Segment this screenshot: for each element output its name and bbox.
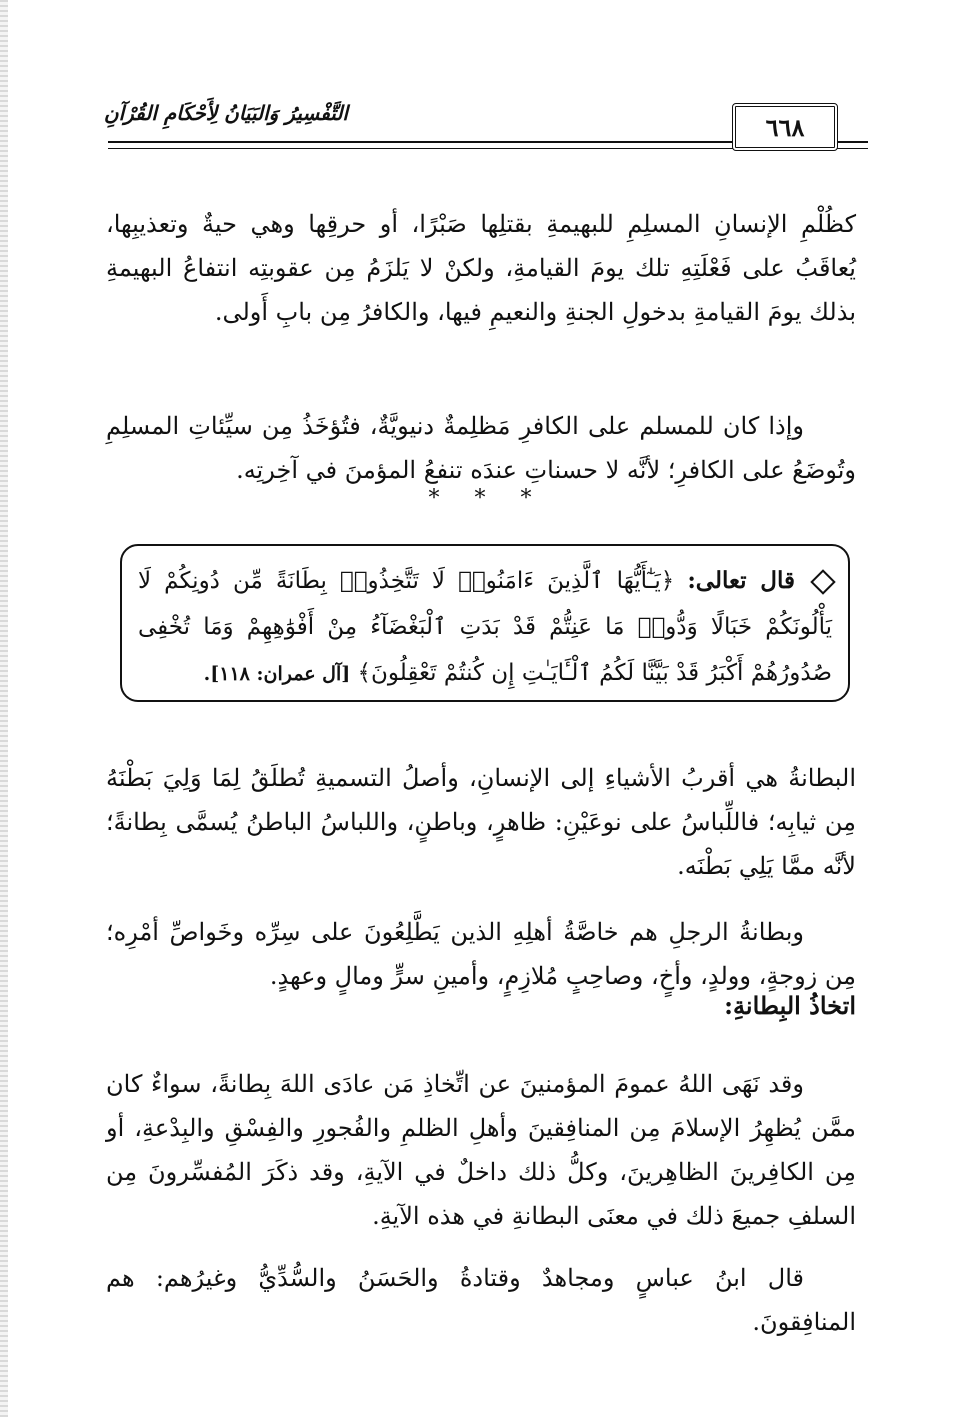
- section-heading: اتخاذُ البِطانةِ:: [724, 991, 856, 1020]
- paragraph-3: البطانةُ هي أقربُ الأشياءِ إلى الإنسانِ، وأصلُ التسميةِ تُطلَقُ لِمَا وَلِيَ بَطْنَهُ مِن ثيابِه؛ فاللِّباسُ على نوعَيْنِ: ظاهرٍ، وباطنٍ، واللباسُ الباطنُ يُسمَّى بِطانةً؛ لأنَّه ممَّا يَلِي بَطْنَه.: [106, 764, 856, 880]
- paragraph-2: وإذا كان للمسلم على الكافرِ مَظلِمةٌ دنيويَّةٌ، فتُؤخَذُ مِن سيِّئاتِ المسلِمِ وتُوضَعُ على الكافرِ؛ لأنَّه لا حسناتِ عندَه تنفعُ المؤمنَ في آخِرتِه.: [106, 412, 856, 484]
- paragraph-1: كظُلْمِ الإنسانِ المسلِمِ للبهيمةِ بقتلِها صَبْرًا، أو حرقِها وهي حيةٌ وتعذيبِها، يُعاقَبُ على فَعْلَتِهِ تلك يومَ القيامةِ، ولكنْ لا يَلزَمُ مِن عقوبتِه انتفاعُ البهيمةِ بذلك يومَ القيامةِ بدخولِ الجنةِ والنعيمِ فيها، والكافرُ مِن بابِ أَولى.: [106, 210, 856, 326]
- book-title: التَّفْسِيرُ وَالبَيَانُ لِأَحْكَامِ القُرْآنِ: [103, 101, 348, 125]
- page-number-box: [732, 103, 838, 151]
- paragraph-4: وبطانةُ الرجلِ هم خاصَّةُ أهلِهِ الذين يَطَّلِعُونَ على سِرِّه وخَواصِّ أمْرِه؛ مِن زوجةٍ، وولدٍ، وأخٍ، وصاحِبٍ مُلازِمٍ، وأمينِ سرٍّ ومالٍ وعهدٍ.: [106, 918, 856, 990]
- verse-text: ﴿يَـٰٓأَيُّهَا ٱلَّذِينَ ءَامَنُوا۟ لَا تَتَّخِذُوا۟ بِطَانَةً مِّن دُونِكُمْ لَا يَأْلُونَكُمْ خَبَالًا وَدُّوا۟ مَا عَنِتُّمْ قَدْ بَدَتِ ٱلْبَغْضَآءُ مِنْ أَفْوَٰهِهِمْ وَمَا تُخْفِى صُدُورُهُمْ أَكْبَرُ قَدْ بَيَّنَّا لَكُمُ ٱلْـَٔايَـٰتِ إِن كُنتُمْ تَعْقِلُونَ﴾: [138, 568, 832, 686]
- verse-intro: قال تعالى:: [687, 567, 795, 594]
- quran-verse-box: [120, 544, 850, 702]
- paragraph-6: قال ابنُ عباسٍ ومجاهدٌ وقتادةُ والحَسَنُ والسُّدِّيُّ وغيرُهم: هم المنافِقونَ.: [106, 1264, 856, 1336]
- paragraph-5: وقد نَهَى اللهُ عمومَ المؤمنينَ عن اتِّخاذِ مَن عادَى اللهَ بِطانةً، سواءٌ كان ممَّن يُظهِرُ الإسلامَ مِن المنافِقينَ وأهلِ الظلمِ والفُجورِ والفِسْقِ والبِدْعةِ، أو مِن الكافِرينَ الظاهِرينَ، وكلُّ ذلك داخلٌ في الآيةِ، وقد ذكَرَ المُفسِّرونَ مِن السلفِ جميعَ ذلك في معنَى البطانةِ في هذه الآيةِ.: [106, 1070, 856, 1230]
- page-header: [103, 95, 868, 153]
- verse-reference: [آل عمران: ١١٨].: [203, 663, 351, 685]
- scan-edge: [0, 0, 8, 1417]
- section-separator: * * *: [428, 486, 546, 511]
- verse-marker-icon: [810, 569, 835, 594]
- page-number: ٦٦٨: [765, 112, 805, 142]
